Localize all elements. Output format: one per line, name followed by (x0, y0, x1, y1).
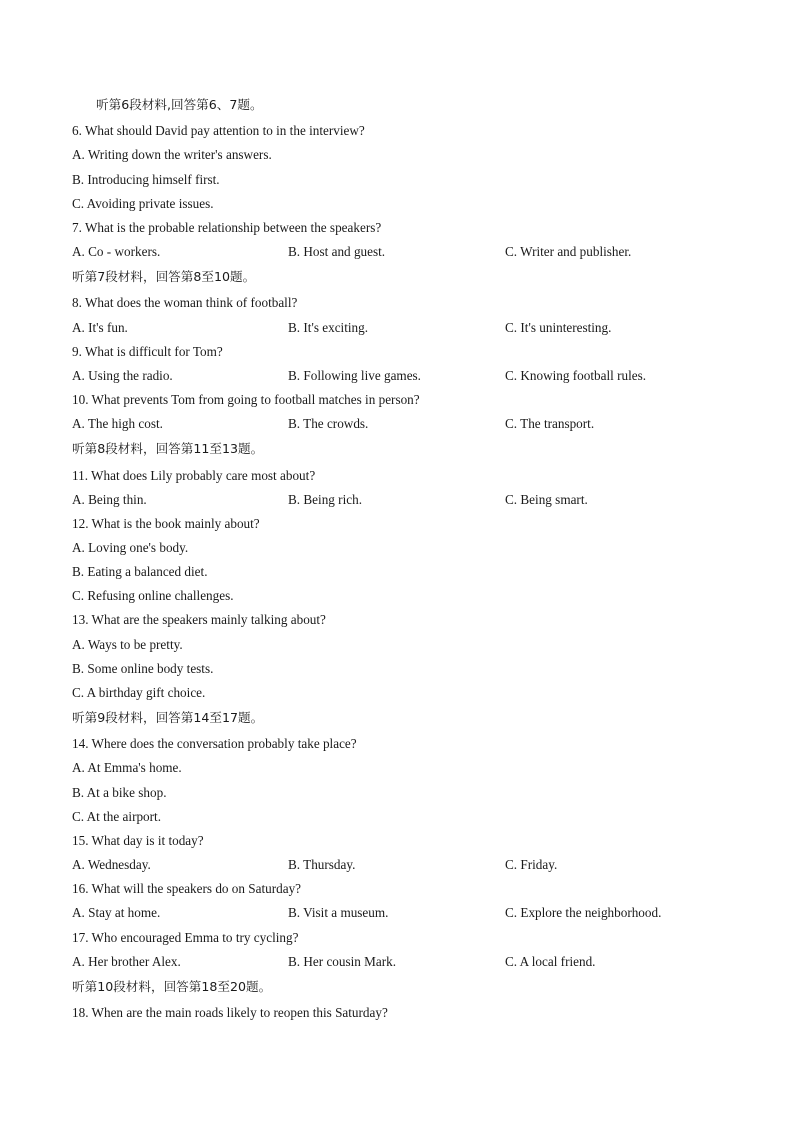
option-a: A. At Emma's home. (72, 760, 182, 775)
option-b: B. At a bike shop. (72, 785, 167, 800)
option-b: B. Introducing himself first. (72, 172, 220, 187)
section-heading: 听第10段材料，回答第18至20题。 (72, 979, 272, 994)
option-b: B. Visit a museum. (288, 905, 389, 920)
option-c: C. A local friend. (505, 954, 596, 969)
option-b: B. Being rich. (288, 492, 362, 507)
option-c: C. At the airport. (72, 809, 162, 824)
option-a: A. Co - workers. (72, 244, 161, 259)
option-b: B. It's exciting. (288, 320, 369, 335)
options-row (72, 416, 752, 432)
option-c: C. A birthday gift choice. (72, 685, 206, 700)
option-b: B. Eating a balanced diet. (72, 564, 208, 579)
options-row (72, 954, 752, 970)
option-c: C. Friday. (505, 857, 558, 872)
option-a: A. It's fun. (72, 320, 128, 335)
section-heading: 听第7段材料，回答第8至10题。 (72, 269, 256, 284)
question-12: 12. What is the book mainly about? (72, 516, 260, 531)
option-a: A. Stay at home. (72, 905, 161, 920)
question-13: 13. What are the speakers mainly talking about? (72, 612, 326, 627)
section-heading: 听第8段材料，回答第11至13题。 (72, 441, 264, 456)
option-b: B. Host and guest. (288, 244, 386, 259)
option-b: B. Her cousin Mark. (288, 954, 397, 969)
option-c: C. The transport. (505, 416, 595, 431)
question-17: 17. Who encouraged Emma to try cycling? (72, 930, 299, 945)
options-row (72, 368, 752, 384)
option-a: A. Loving one's body. (72, 540, 189, 555)
options-row (72, 320, 752, 336)
section-heading: 听第6段材料,回答第6、7题。 (96, 97, 263, 112)
option-c: C. Writer and publisher. (505, 244, 632, 259)
option-a: A. Using the radio. (72, 368, 173, 383)
option-a: A. The high cost. (72, 416, 163, 431)
option-a: A. Being thin. (72, 492, 147, 507)
options-row (72, 857, 752, 873)
option-c: C. Explore the neighborhood. (505, 905, 662, 920)
options-row (72, 905, 752, 921)
option-c: C. Avoiding private issues. (72, 196, 214, 211)
option-a: A. Her brother Alex. (72, 954, 181, 969)
question-10: 10. What prevents Tom from going to football matches in person? (72, 392, 420, 407)
question-6: 6. What should David pay attention to in the interview? (72, 123, 365, 138)
question-16: 16. What will the speakers do on Saturday? (72, 881, 302, 896)
question-14: 14. Where does the conversation probably take place? (72, 736, 357, 751)
option-c: C. It's uninteresting. (505, 320, 612, 335)
option-c: C. Being smart. (505, 492, 588, 507)
question-7: 7. What is the probable relationship between the speakers? (72, 220, 382, 235)
option-c: C. Refusing online challenges. (72, 588, 234, 603)
option-a: A. Ways to be pretty. (72, 637, 183, 652)
section-heading: 听第9段材料，回答第14至17题。 (72, 710, 264, 725)
option-c: C. Knowing football rules. (505, 368, 647, 383)
options-row (72, 244, 752, 260)
question-9: 9. What is difficult for Tom? (72, 344, 223, 359)
question-11: 11. What does Lily probably care most about? (72, 468, 316, 483)
option-b: B. The crowds. (288, 416, 369, 431)
option-a: A. Wednesday. (72, 857, 151, 872)
question-18: 18. When are the main roads likely to reopen this Saturday? (72, 1005, 388, 1020)
option-b: B. Following live games. (288, 368, 421, 383)
options-row (72, 492, 752, 508)
question-8: 8. What does the woman think of football? (72, 295, 298, 310)
option-b: B. Thursday. (288, 857, 356, 872)
option-a: A. Writing down the writer's answers. (72, 147, 272, 162)
question-15: 15. What day is it today? (72, 833, 204, 848)
option-b: B. Some online body tests. (72, 661, 214, 676)
